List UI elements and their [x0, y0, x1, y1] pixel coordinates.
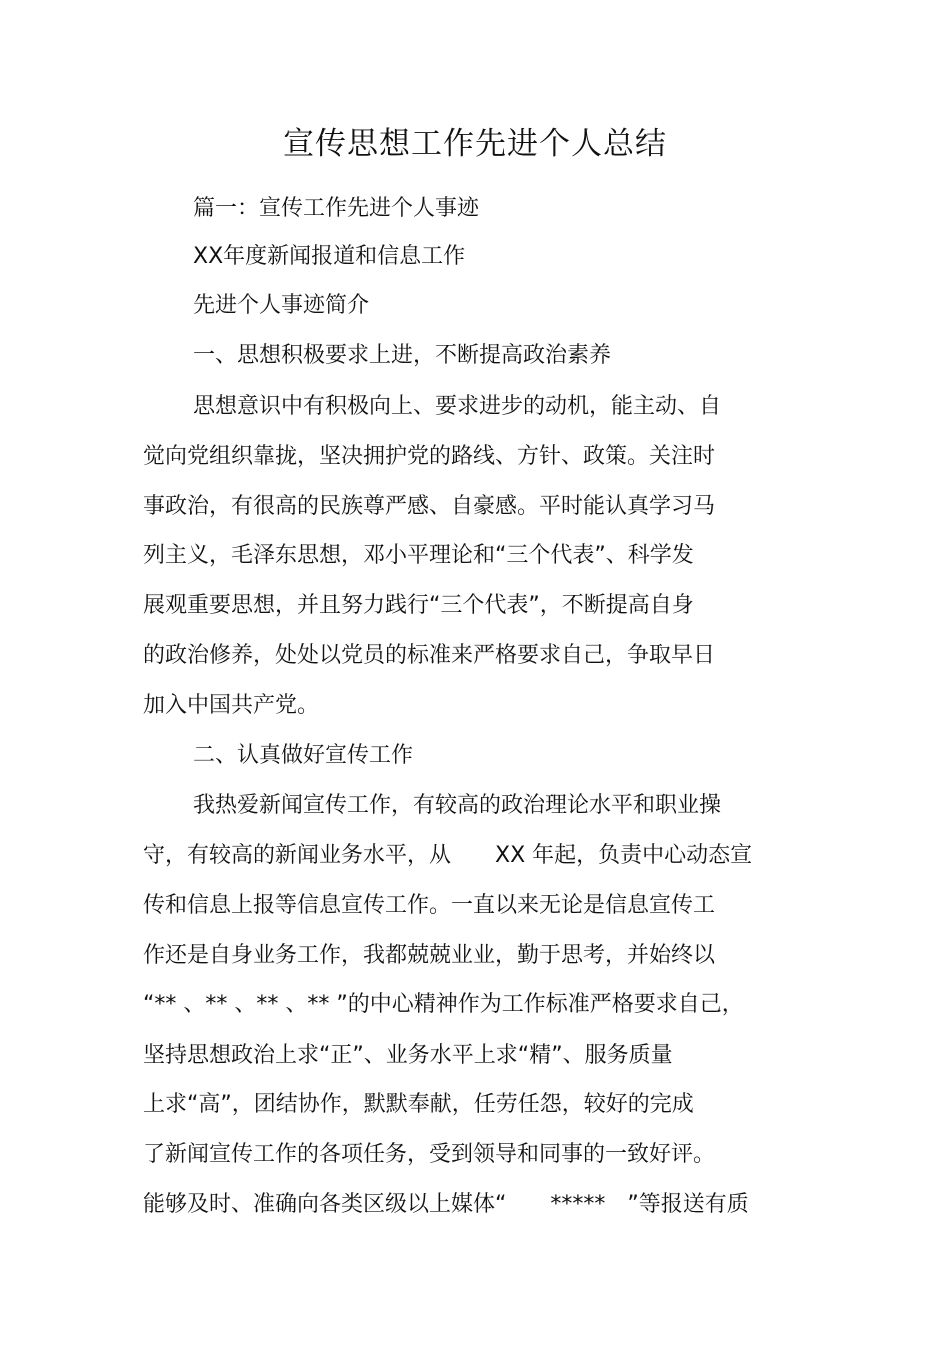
paragraph-line: 先进个人事迹简介 [193, 293, 370, 318]
paragraph-line: 思想意识中有积极向上、要求进步的动机，能主动、自 [193, 394, 722, 419]
paragraph-line: “** 、** 、** 、** ”的中心精神作为工作标准严格要求自己， [143, 992, 744, 1017]
paragraph-line: 传和信息上报等信息宣传工作。一直以来无论是信息宣传工 [143, 893, 716, 918]
paragraph-line: 的政治修养，处处以党员的标准来严格要求自己，争取早日 [143, 643, 716, 668]
paragraph-line: 事政治，有很高的民族尊严感、自豪感。平时能认真学习马 [143, 494, 716, 519]
paragraph-line: 展观重要思想，并且努力践行“三个代表”，不断提高自身 [143, 593, 694, 618]
document-title: 宣传思想工作先进个人总结 [283, 126, 667, 162]
paragraph-line: 了新闻宣传工作的各项任务，受到领导和同事的一致好评。 [143, 1142, 716, 1167]
section-heading: 二、认真做好宣传工作 [193, 743, 414, 768]
paragraph-line: 加入中国共产党。 [143, 693, 320, 718]
paragraph-line: 守，有较高的新闻业务水平，从 XX 年起，负责中心动态宣 [143, 843, 753, 868]
paragraph-line: 觉向党组织靠拢，坚决拥护党的路线、方针、政策。关注时 [143, 444, 716, 469]
paragraph-line: 坚持思想政治上求“正”、业务水平上求“精”、服务质量 [143, 1043, 673, 1068]
paragraph-line: 列主义，毛泽东思想，邓小平理论和“三个代表”、科学发 [143, 543, 694, 568]
paragraph-line: 篇一：宣传工作先进个人事迹 [193, 196, 480, 221]
paragraph-line: 我热爱新闻宣传工作，有较高的政治理论水平和职业操 [193, 793, 722, 818]
paragraph-line: 作还是自身业务工作，我都兢兢业业，勤于思考，并始终以 [143, 943, 716, 968]
paragraph-line: 上求“高”，团结协作，默默奉献，任劳任怨，较好的完成 [143, 1092, 694, 1117]
paragraph-line: XX年度新闻报道和信息工作 [193, 244, 466, 269]
paragraph-line: 能够及时、准确向各类区级以上媒体“ ***** ”等报送有质 [143, 1192, 749, 1217]
section-heading: 一、思想积极要求上进，不断提高政治素养 [193, 343, 612, 368]
